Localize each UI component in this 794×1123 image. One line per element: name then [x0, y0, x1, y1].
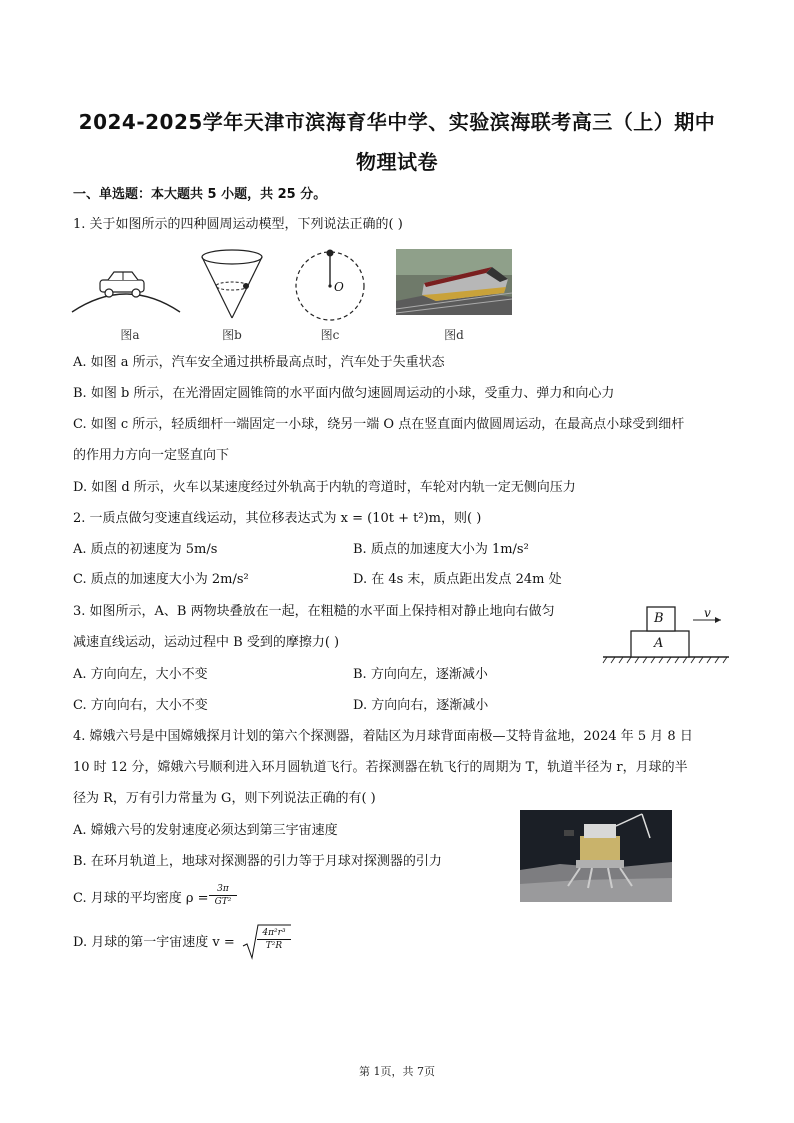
q2-option-c: C. 质点的加速度大小为 2m/s² [73, 572, 249, 587]
figure-d-label: 图d [444, 328, 464, 342]
exam-title-line1: 2024-2025学年天津市滨海育华中学、实验滨海联考高三（上）期中 [78, 110, 716, 134]
q3-option-b: B. 方向向左，逐渐减小 [353, 667, 488, 682]
q3-block-a-label: A [654, 636, 664, 651]
q3-option-c: C. 方向向右，大小不变 [73, 698, 208, 713]
q3-velocity-label: v [704, 606, 711, 620]
q4-option-d-denominator: T²R [265, 941, 283, 951]
figure-c-point-o: O [334, 280, 344, 294]
q1-option-b: B. 如图 b 所示，在光滑固定圆锥筒的水平面内做匀速圆周运动的小球，受重力、弹力和向心力 [73, 386, 615, 401]
q1-option-a: A. 如图 a 所示，汽车安全通过拱桥最高点时，汽车处于失重状态 [73, 355, 445, 370]
q4-stem-line2: 10 时 12 分，嫦娥六号顺利进入环月圆轨道飞行。若探测器在轨飞行的周期为 T，轨道半径为 r，月球的半 [73, 760, 688, 775]
q4-option-c-fraction [209, 883, 237, 908]
q4-option-d-prefix: D. 月球的第一宇宙速度 v = [73, 935, 235, 950]
q3-stem-line1: 3. 如图所示，A、B 两物块叠放在一起，在粗糙的水平面上保持相对静止地向右做匀 [73, 604, 555, 619]
figure-d-train-photo [396, 249, 512, 315]
q2-option-d: D. 在 4s 末，质点距出发点 24m 处 [353, 572, 562, 587]
figure-c-label: 图c [320, 328, 340, 342]
q3-stem-line2: 减速直线运动，运动过程中 B 受到的摩擦力( ) [73, 635, 340, 650]
q4-option-c-prefix: C. 月球的平均密度 ρ = [73, 891, 209, 906]
q2-option-a: A. 质点的初速度为 5m/s [73, 542, 218, 557]
q1-stem: 1. 关于如图所示的四种圆周运动模型，下列说法正确的( ) [73, 217, 403, 232]
q4-stem-line3: 径为 R，万有引力常量为 G，则下列说法正确的有( ) [73, 791, 376, 806]
car-icon [100, 272, 144, 297]
q4-option-d-numerator: 4π²r³ [257, 927, 291, 940]
q4-option-c-denominator: GT² [214, 897, 232, 907]
q1-option-d: D. 如图 d 所示，火车以某速度经过外轨高于内轨的弯道时，车轮对内轨一定无侧向压力 [73, 480, 576, 495]
exam-title-line2: 物理试卷 [356, 150, 438, 174]
figure-b-cone [200, 248, 264, 320]
q4-lander-photo [520, 810, 672, 902]
section-header: 一、单选题：本大题共 5 小题，共 25 分。 [73, 187, 327, 202]
q1-option-c-line1: C. 如图 c 所示，轻质细杆一端固定一小球，绕另一端 O 点在竖直面内做圆周运动，在最高点小球受到细杆 [73, 417, 685, 432]
q2-option-b: B. 质点的加速度大小为 1m/s² [353, 542, 529, 557]
q4-option-b: B. 在环月轨道上，地球对探测器的引力等于月球对探测器的引力 [73, 854, 442, 869]
q4-stem-line1: 4. 嫦娥六号是中国嫦娥探月计划的第六个探测器，着陆区为月球背面南极—艾特肯盆地，2024 年 5 月 8 日 [73, 729, 693, 744]
q3-option-a: A. 方向向左，大小不变 [73, 667, 208, 682]
figure-b-label: 图b [222, 328, 242, 342]
q1-option-c-line2: 的作用力方向一定竖直向下 [73, 448, 230, 463]
q3-option-d: D. 方向向右，逐渐减小 [353, 698, 489, 713]
figure-a-bridge-car [70, 262, 182, 314]
figure-c-rod-circle [292, 246, 368, 322]
q4-option-d-fraction [257, 927, 291, 952]
q4-option-a: A. 嫦娥六号的发射速度必须达到第三宇宙速度 [73, 823, 338, 838]
q2-stem: 2. 一质点做匀变速直线运动，其位移表达式为 x = (10t + t²)m，则( ) [73, 511, 482, 526]
figure-a-label: 图a [120, 328, 140, 342]
q4-option-c-numerator: 3π [209, 883, 237, 896]
q3-block-b-label: B [654, 611, 664, 626]
page-footer: 第 1页，共 7页 [359, 1065, 435, 1078]
